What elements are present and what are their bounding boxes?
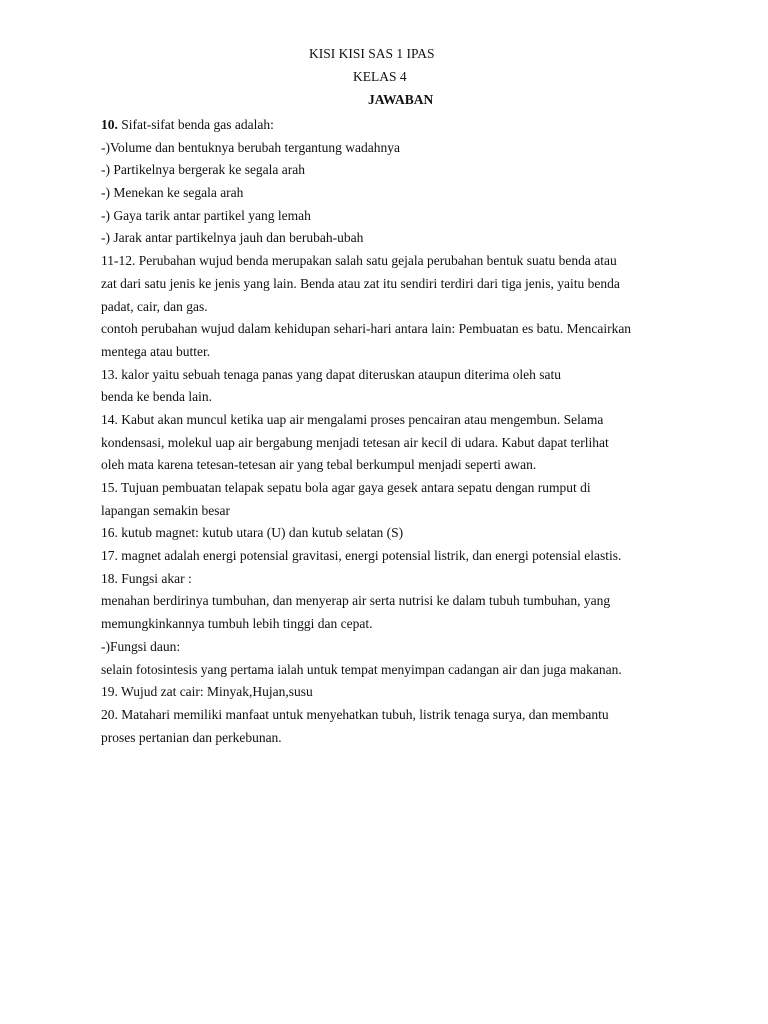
line-text: selain fotosintesis yang pertama ialah untuk tempat menyimpan cadangan air dan juga makanan. <box>101 661 622 677</box>
text-line <box>101 454 716 477</box>
text-line <box>101 137 716 160</box>
text-line <box>101 636 716 659</box>
line-text: 15. Tujuan pembuatan telapak sepatu bola agar gaya gesek antara sepatu dengan rumput di <box>101 480 591 495</box>
line-text: 16. kutub magnet: kutub utara (U) dan kutub selatan (S) <box>101 525 404 541</box>
text-line <box>101 205 716 228</box>
line-text: benda ke benda lain. <box>101 389 212 405</box>
line-text: -) Menekan ke segala arah <box>101 185 244 201</box>
text-line <box>101 477 716 500</box>
line-text: -) Partikelnya bergerak ke segala arah <box>101 162 306 178</box>
line-text: memungkinkannya tumbuh lebih tinggi dan cepat. <box>101 616 373 632</box>
line-text: lapangan semakin besar <box>101 502 230 518</box>
line-text: menahan berdirinya tumbuhan, dan menyerap air serta nutrisi ke dalam tubuh tumbuhan, yang <box>101 593 611 609</box>
answer-body <box>101 114 716 749</box>
text-line <box>101 613 716 636</box>
text-line <box>101 159 716 182</box>
line-text: Sifat-sifat benda gas adalah: <box>117 117 274 132</box>
line-text: padat, cair, dan gas. <box>101 298 208 314</box>
text-line <box>101 364 716 387</box>
line-text: -)Fungsi daun: <box>101 638 181 654</box>
line-text: kondensasi, molekul uap air bergabung menjadi tetesan air kecil di udara. Kabut dapat terlihat <box>101 434 609 450</box>
document-title: KISI KISI SAS 1 IPAS <box>309 46 435 61</box>
line-text: 18. Fungsi akar : <box>101 570 192 586</box>
text-line <box>101 522 716 545</box>
text-line <box>101 545 716 568</box>
text-line <box>101 114 716 137</box>
line-text: 13. kalor yaitu sebuah tenaga panas yang dapat diteruskan ataupun diterima oleh satu <box>101 366 561 382</box>
text-line <box>101 341 716 364</box>
text-line <box>101 386 716 409</box>
line-text: zat dari satu jenis ke jenis yang lain. Benda atau zat itu sendiri terdiri dari tiga jenis, yaitu benda <box>101 275 620 291</box>
text-line <box>101 227 716 250</box>
text-line <box>101 568 716 591</box>
line-text: proses pertanian dan perkebunan. <box>101 729 282 745</box>
line-text: 19. Wujud zat cair: Minyak,Hujan,susu <box>101 684 313 700</box>
text-line <box>101 409 716 432</box>
text-line <box>101 704 716 727</box>
line-text: oleh mata karena tetesan-tetesan air yang tebal berkumpul menjadi seperti awan. <box>101 457 537 473</box>
text-line <box>101 681 716 704</box>
text-line <box>101 182 716 205</box>
text-line <box>101 432 716 455</box>
line-text: 17. magnet adalah energi potensial gravitasi, energi potensial listrik, dan energi potensial elastis. <box>101 548 622 564</box>
line-text: -) Gaya tarik antar partikel yang lemah <box>101 207 311 223</box>
text-line <box>101 727 716 750</box>
text-line <box>101 273 716 296</box>
line-text: -)Volume dan bentuknya berubah tergantung wadahnya <box>101 139 401 155</box>
text-line <box>101 318 716 341</box>
class-label: KELAS 4 <box>353 69 407 84</box>
line-text: contoh perubahan wujud dalam kehidupan sehari-hari antara lain: Pembuatan es batu. Mencairkan <box>101 321 632 337</box>
answer-heading: JAWABAN <box>368 92 434 107</box>
line-text: 11-12. Perubahan wujud benda merupakan salah satu gejala perubahan bentuk suatu benda atau <box>101 253 617 269</box>
text-line <box>101 590 716 613</box>
text-line <box>101 500 716 523</box>
text-line <box>101 659 716 682</box>
question-number: 10. <box>101 117 118 132</box>
text-line <box>101 296 716 319</box>
line-text: 14. Kabut akan muncul ketika uap air mengalami proses pencairan atau mengembun. Selama <box>101 411 604 427</box>
line-text: mentega atau butter. <box>101 343 211 359</box>
text-line <box>101 250 716 273</box>
line-text: -) Jarak antar partikelnya jauh dan berubah-ubah <box>101 230 364 246</box>
line-text: 20. Matahari memiliki manfaat untuk menyehatkan tubuh, listrik tenaga surya, dan membantu <box>101 706 609 722</box>
